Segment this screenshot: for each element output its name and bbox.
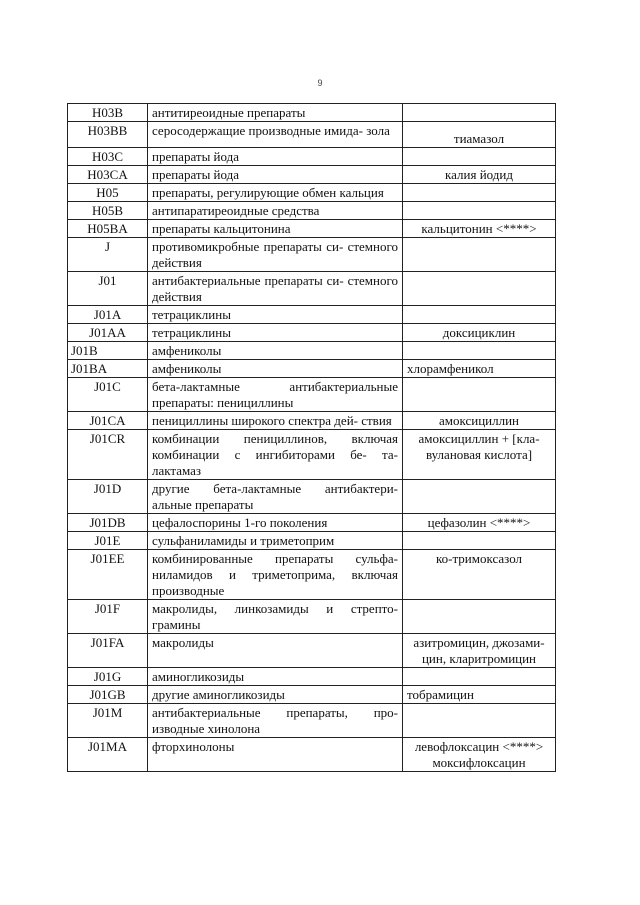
table-row (68, 202, 556, 220)
table-row (68, 668, 556, 686)
drug-name-cell: тобрамицин (403, 686, 556, 704)
table-row (68, 430, 556, 480)
table-row (68, 412, 556, 430)
atc-group-name-cell: макролиды (148, 634, 403, 668)
table-row (68, 480, 556, 514)
drug-name-cell (403, 342, 556, 360)
drug-name-cell: амоксициллин (403, 412, 556, 430)
atc-code-cell: J01BA (68, 360, 148, 378)
drug-name-cell (403, 238, 556, 272)
atc-group-name-cell: аминогликозиды (148, 668, 403, 686)
table-row (68, 378, 556, 412)
drug-name-cell (403, 480, 556, 514)
drug-name-cell: кальцитонин <****> (403, 220, 556, 238)
atc-code-cell: H05 (68, 184, 148, 202)
drug-name-cell: калия йодид (403, 166, 556, 184)
atc-code-cell: J01D (68, 480, 148, 514)
atc-group-name-cell: амфениколы (148, 342, 403, 360)
atc-code-cell: J01MA (68, 738, 148, 772)
atc-group-name-cell: препараты кальцитонина (148, 220, 403, 238)
atc-group-name-cell: противомикробные препараты си- стемного действия (148, 238, 403, 272)
atc-code-cell: J01C (68, 378, 148, 412)
drug-name-cell (403, 600, 556, 634)
atc-code-cell: J01DB (68, 514, 148, 532)
table-row (68, 634, 556, 668)
atc-group-name-cell: серосодержащие производные имида- зола (148, 122, 403, 148)
atc-group-name-cell: антипаратиреоидные средства (148, 202, 403, 220)
atc-group-name-cell: антитиреоидные препараты (148, 104, 403, 122)
table-row (68, 166, 556, 184)
atc-group-name-cell: комбинации пенициллинов, включая комбинации с ингибиторами бе- та-лактамаз (148, 430, 403, 480)
drug-name-cell (403, 272, 556, 306)
atc-code-cell: J01EE (68, 550, 148, 600)
atc-group-name-cell: амфениколы (148, 360, 403, 378)
atc-code-cell: H03BB (68, 122, 148, 148)
table-row (68, 220, 556, 238)
drug-name-cell: тиамазол (403, 122, 556, 148)
drug-name-cell (403, 306, 556, 324)
atc-code-cell: J01B (68, 342, 148, 360)
table-row (68, 148, 556, 166)
atc-group-name-cell: препараты йода (148, 166, 403, 184)
atc-code-cell: J01AA (68, 324, 148, 342)
table-row (68, 342, 556, 360)
atc-group-name-cell: сульфаниламиды и триметоприм (148, 532, 403, 550)
atc-code-cell: J01CA (68, 412, 148, 430)
table-row (68, 532, 556, 550)
atc-group-name-cell: комбинированные препараты сульфа- ниламидов и триметоприма, включая производные (148, 550, 403, 600)
atc-group-name-cell: макролиды, линкозамиды и стрепто- грамины (148, 600, 403, 634)
drug-name-cell (403, 202, 556, 220)
drug-name-cell (403, 378, 556, 412)
atc-group-name-cell: пенициллины широкого спектра дей- ствия (148, 412, 403, 430)
table-row (68, 122, 556, 148)
atc-code-cell: J01F (68, 600, 148, 634)
atc-group-name-cell: препараты, регулирующие обмен кальция (148, 184, 403, 202)
atc-code-cell: J01A (68, 306, 148, 324)
atc-group-name-cell: тетрациклины (148, 306, 403, 324)
drug-name-cell: левофлоксацин <****> моксифлоксацин (403, 738, 556, 772)
atc-code-cell: J01E (68, 532, 148, 550)
table-row (68, 600, 556, 634)
atc-group-name-cell: другие бета-лактамные антибактери- альные препараты (148, 480, 403, 514)
table-row (68, 360, 556, 378)
table-row (68, 238, 556, 272)
atc-group-name-cell: другие аминогликозиды (148, 686, 403, 704)
drug-name-cell (403, 184, 556, 202)
drug-name-cell: доксициклин (403, 324, 556, 342)
atc-code-cell: H03CA (68, 166, 148, 184)
drug-name-cell (403, 148, 556, 166)
table-row (68, 306, 556, 324)
atc-code-cell: J01G (68, 668, 148, 686)
drug-name-cell (403, 532, 556, 550)
table-row (68, 272, 556, 306)
drug-name-cell: амоксициллин + [кла- вулановая кислота] (403, 430, 556, 480)
atc-code-cell: H05BA (68, 220, 148, 238)
atc-group-name-cell: антибактериальные препараты, про- изводные хинолона (148, 704, 403, 738)
atc-group-name-cell: препараты йода (148, 148, 403, 166)
atc-group-name-cell: антибактериальные препараты си- стемного действия (148, 272, 403, 306)
drug-name-cell (403, 104, 556, 122)
table-row (68, 738, 556, 772)
atc-code-cell: H03B (68, 104, 148, 122)
atc-code-cell: J01FA (68, 634, 148, 668)
atc-group-name-cell: тетрациклины (148, 324, 403, 342)
atc-group-name-cell: фторхинолоны (148, 738, 403, 772)
atc-code-cell: H03C (68, 148, 148, 166)
table-row (68, 184, 556, 202)
atc-code-cell: J01 (68, 272, 148, 306)
table-row (68, 514, 556, 532)
atc-group-name-cell: бета-лактамные антибактериальные препараты: пенициллины (148, 378, 403, 412)
table-row (68, 686, 556, 704)
page-number: 9 (317, 78, 323, 88)
atc-code-cell: J01CR (68, 430, 148, 480)
table-row (68, 324, 556, 342)
drug-name-cell: ко-тримоксазол (403, 550, 556, 600)
table-row (68, 550, 556, 600)
atc-classification-table (67, 103, 556, 772)
drug-name-cell (403, 668, 556, 686)
atc-code-cell: H05B (68, 202, 148, 220)
atc-code-cell: J (68, 238, 148, 272)
table-row (68, 104, 556, 122)
atc-group-name-cell: цефалоспорины 1-го поколения (148, 514, 403, 532)
drug-name-cell: цефазолин <****> (403, 514, 556, 532)
drug-name-cell (403, 704, 556, 738)
atc-code-cell: J01GB (68, 686, 148, 704)
drug-name-cell: хлорамфеникол (403, 360, 556, 378)
drug-name-cell: азитромицин, джозами- цин, кларитромицин (403, 634, 556, 668)
table-row (68, 704, 556, 738)
atc-code-cell: J01M (68, 704, 148, 738)
